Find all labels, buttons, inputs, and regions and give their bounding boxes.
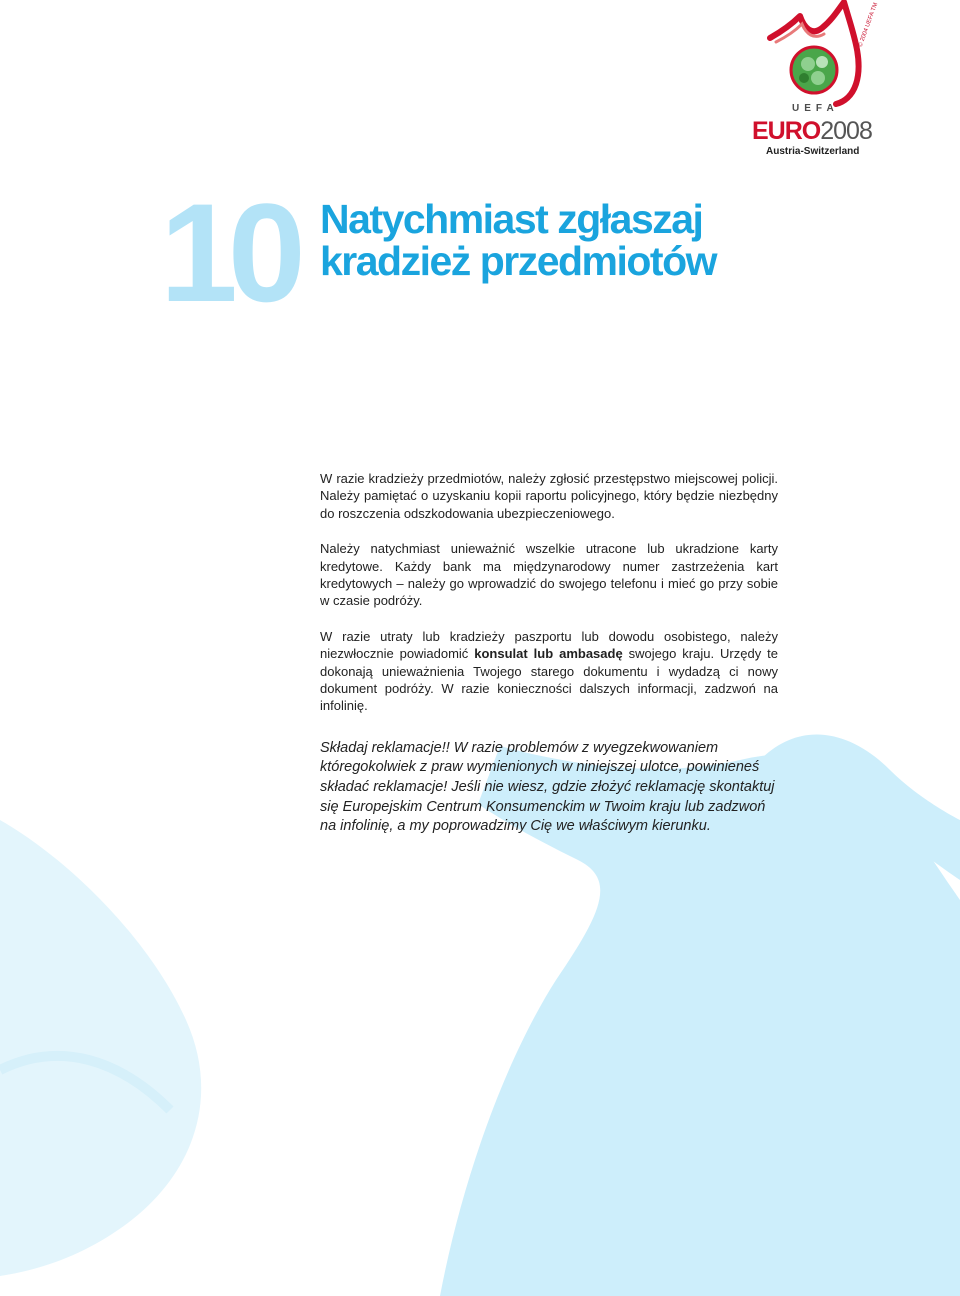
paragraph-complaints: Składaj reklamacje!! W razie problemów z wyegzekwowaniem któregokolwiek z praw wymienionych w niniejszej ulotce, powinieneś składać reklamacje! Jeśli nie wiesz, gdzie złożyć reklamację skontaktuj się Europejskim Centrum Konsumenckim w Twoim kraju lub zadzwoń na infolinię, a my poprowadzimy Cię we właściwym kierunku. [320, 739, 775, 835]
logo-wordmark [752, 118, 872, 144]
euro2008-logo [748, 0, 878, 162]
logo-uefa: UEFA [792, 103, 839, 114]
body-text [320, 470, 778, 855]
page-title-line-1: Natychmiast zgłaszaj [320, 196, 703, 242]
trophy-emblem-icon [748, 0, 878, 110]
passport-text-end: swojego kraju. Urzędy te dokonają unieważnienia Twojego starego dokumentu i wydadzą ci nowy dokument podróży. W razie konieczności dalszych informacji, zadzwoń na infolinię. [320, 646, 778, 714]
page-title [320, 198, 880, 282]
chapter-number: 10 [160, 174, 296, 331]
ball-shape [0, 820, 201, 1276]
paragraph-police-report: W razie kradzieży przedmiotów, należy zgłosić przestępstwo miejscowej policji. Należy pamiętać o uzyskaniu kopii raportu policyjnego, który będzie niezbędny do roszczenia odszkodowania ubezpieczeniowego. [320, 471, 778, 521]
consulate-emphasis: konsulat lub ambasadę [474, 646, 623, 662]
passport-text-start: W razie utraty lub kradzieży paszportu lub dowodu osobistego, należy niezwłocznie powiadomić [320, 628, 778, 662]
paragraph-credit-cards: Należy natychmiast unieważnić wszelkie utracone lub ukradzione karty kredytowe. Każdy bank ma międzynarodowy numer zastrzeżenia kart kredytowych – należy go wprowadzić do swojego telefonu i mieć go przy sobie w czasie podróży. [320, 541, 778, 609]
logo-copyright: © 2004 UEFA TM [858, 2, 880, 48]
logo-year-text: 2008 [820, 117, 872, 145]
page-title-line-2: kradzież przedmiotów [320, 238, 717, 284]
logo-euro-text: EURO [752, 117, 821, 145]
paragraph-passport [320, 628, 778, 715]
logo-host-countries: Austria-Switzerland [766, 146, 860, 157]
